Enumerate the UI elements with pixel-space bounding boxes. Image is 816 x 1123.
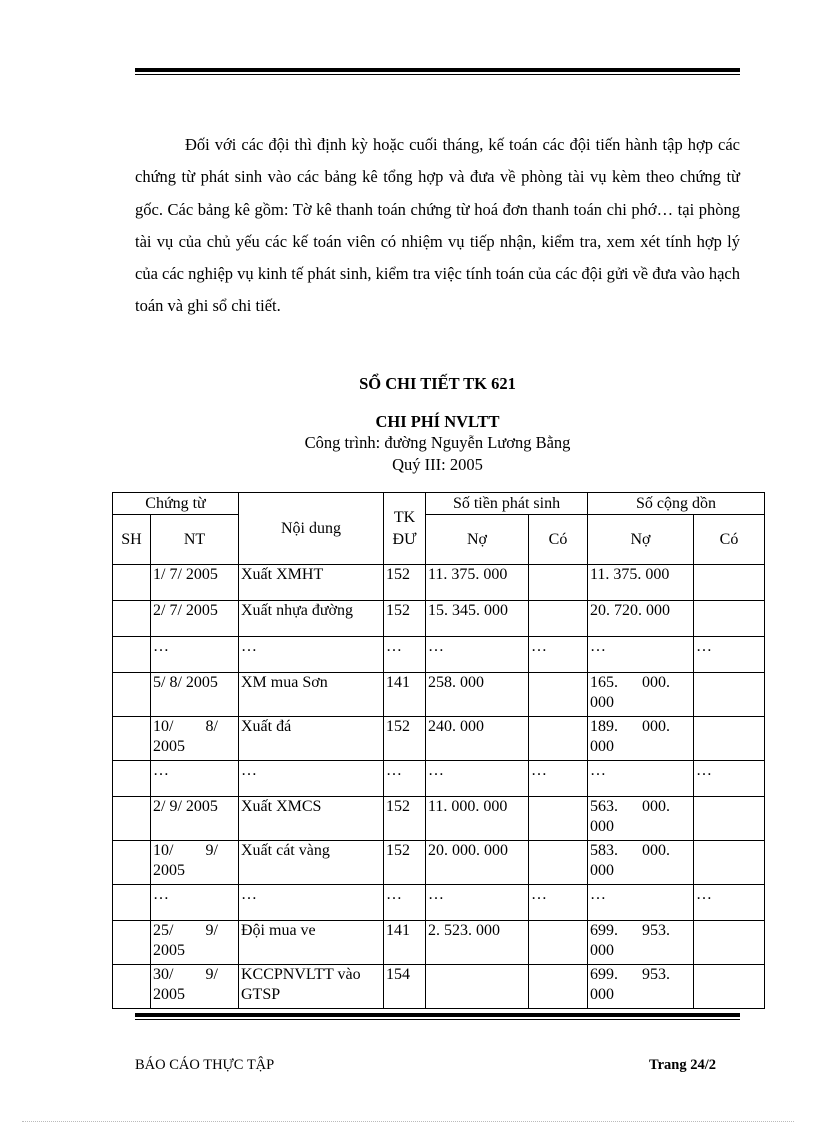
cell-tk: 141	[384, 921, 426, 965]
cell-sh	[113, 965, 151, 1009]
cell-cum-no: …	[588, 761, 694, 797]
cell-cum-no: 11. 375. 000	[588, 565, 694, 601]
table-row	[113, 921, 765, 965]
ledger-project: Công trình: đường Nguyễn Lương Bằng	[304, 433, 571, 452]
cell-co: …	[529, 885, 588, 921]
cell-desc: Xuất đá	[239, 717, 384, 761]
cell-sh	[113, 797, 151, 841]
cell-no: …	[426, 885, 529, 921]
cell-sh	[113, 761, 151, 797]
header-tk-du: TK ĐƯ	[384, 493, 426, 565]
table-row	[113, 601, 765, 637]
cell-tk: 141	[384, 673, 426, 717]
footer-page-number: Trang 24/2	[649, 1057, 716, 1073]
header-no: Nợ	[426, 515, 529, 565]
header-cum-no: Nợ	[588, 515, 694, 565]
header-so-cong-don: Số cộng dồn	[588, 493, 765, 515]
cell-sh	[113, 717, 151, 761]
cell-cum-co	[694, 965, 765, 1009]
cell-sh	[113, 637, 151, 673]
cell-co	[529, 921, 588, 965]
header-chung-tu: Chứng từ	[113, 493, 239, 515]
body-paragraph: Đối với các đội thì định kỳ hoặc cuối tháng, kế toán các đội tiến hành tập hợp các chứng từ phát sinh vào các bảng kê tổng hợp và đưa về phòng tài vụ kèm theo chứng từ gốc. Các bảng kê gồm: Tờ kê thanh toán chứng từ hoá đơn thanh toán chi phớ… tại phòng tài vụ của chủ yếu các kế toán viên có nhiệm vụ tiếp nhận, kiểm tra, xem xét tính hợp lý của các nghiệp vụ kinh tế phát sinh, kiểm tra việc tính toán của các đội gửi về đưa vào hạch toán và ghi sổ chi tiết.	[135, 135, 740, 316]
cell-cum-co	[694, 717, 765, 761]
cell-desc: …	[239, 637, 384, 673]
cell-cum-co: …	[694, 885, 765, 921]
cell-cum-co: …	[694, 761, 765, 797]
cell-desc: Xuất nhựa đường	[239, 601, 384, 637]
cell-co	[529, 717, 588, 761]
cell-tk: …	[384, 637, 426, 673]
cell-desc: …	[239, 885, 384, 921]
table-row	[113, 673, 765, 717]
cell-desc: Đội mua ve	[239, 921, 384, 965]
table-row	[113, 841, 765, 885]
cell-nt: 1/ 7/ 2005	[151, 565, 239, 601]
cell-cum-no: …	[588, 885, 694, 921]
ledger-period: Quý III: 2005	[392, 455, 483, 474]
footer-rule	[135, 1013, 740, 1020]
cell-no: 240. 000	[426, 717, 529, 761]
header-rule	[135, 68, 740, 75]
header-nt: NT	[151, 515, 239, 565]
header-so-tien-phat-sinh: Số tiền phát sinh	[426, 493, 588, 515]
cell-co	[529, 601, 588, 637]
table-row	[113, 717, 765, 761]
cell-no: …	[426, 637, 529, 673]
page-edge-divider	[22, 1121, 794, 1122]
table-row	[113, 637, 765, 673]
cell-nt: 10/ 9/ 2005	[151, 841, 239, 885]
cell-sh	[113, 841, 151, 885]
cell-co	[529, 797, 588, 841]
table-row	[113, 965, 765, 1009]
cell-nt: 30/ 9/ 2005	[151, 965, 239, 1009]
cell-nt: 5/ 8/ 2005	[151, 673, 239, 717]
cell-desc: Xuất XMHT	[239, 565, 384, 601]
cell-tk: 154	[384, 965, 426, 1009]
cell-cum-no: 165. 000. 000	[588, 673, 694, 717]
cell-nt: 2/ 9/ 2005	[151, 797, 239, 841]
cell-cum-co	[694, 797, 765, 841]
cell-tk: 152	[384, 601, 426, 637]
cell-cum-co	[694, 673, 765, 717]
cell-tk: …	[384, 761, 426, 797]
ledger-subtitle: CHI PHÍ NVLTT	[375, 412, 500, 431]
header-cum-co: Có	[694, 515, 765, 565]
cell-co	[529, 673, 588, 717]
header-sh: SH	[113, 515, 151, 565]
cell-tk: …	[384, 885, 426, 921]
cell-desc: Xuất XMCS	[239, 797, 384, 841]
cell-nt: …	[151, 761, 239, 797]
cell-tk: 152	[384, 841, 426, 885]
cell-cum-co	[694, 841, 765, 885]
table-row	[113, 565, 765, 601]
cell-nt: …	[151, 637, 239, 673]
cell-tk: 152	[384, 797, 426, 841]
cell-sh	[113, 565, 151, 601]
cell-cum-no: 20. 720. 000	[588, 601, 694, 637]
table-row	[113, 761, 765, 797]
cell-nt: 10/ 8/ 2005	[151, 717, 239, 761]
cell-desc: KCCPNVLTT vào GTSP	[239, 965, 384, 1009]
cell-cum-co	[694, 565, 765, 601]
cell-co	[529, 565, 588, 601]
cell-cum-no: 563. 000. 000	[588, 797, 694, 841]
cell-co: …	[529, 637, 588, 673]
cell-cum-co	[694, 601, 765, 637]
header-noi-dung: Nội dung	[239, 493, 384, 565]
cell-tk: 152	[384, 565, 426, 601]
cell-cum-co	[694, 921, 765, 965]
table-row	[113, 885, 765, 921]
cell-no: 2. 523. 000	[426, 921, 529, 965]
cell-nt: …	[151, 885, 239, 921]
cell-nt: 2/ 7/ 2005	[151, 601, 239, 637]
cell-co	[529, 965, 588, 1009]
cell-sh	[113, 885, 151, 921]
cell-cum-no: 699. 953. 000	[588, 965, 694, 1009]
cell-no: 11. 375. 000	[426, 565, 529, 601]
cell-cum-no: 189. 000. 000	[588, 717, 694, 761]
cell-sh	[113, 673, 151, 717]
cell-nt: 25/ 9/ 2005	[151, 921, 239, 965]
cell-desc: Xuất cát vàng	[239, 841, 384, 885]
cell-no	[426, 965, 529, 1009]
cell-no: 258. 000	[426, 673, 529, 717]
table-row	[113, 797, 765, 841]
cell-cum-co: …	[694, 637, 765, 673]
cell-no: 20. 000. 000	[426, 841, 529, 885]
cell-no: 11. 000. 000	[426, 797, 529, 841]
cell-cum-no: 583. 000. 000	[588, 841, 694, 885]
cell-cum-no: 699. 953. 000	[588, 921, 694, 965]
cell-desc: XM mua Sơn	[239, 673, 384, 717]
cell-co: …	[529, 761, 588, 797]
cell-sh	[113, 921, 151, 965]
cell-desc: …	[239, 761, 384, 797]
cell-no: 15. 345. 000	[426, 601, 529, 637]
cell-no: …	[426, 761, 529, 797]
ledger-title: SỔ CHI TIẾT TK 621	[359, 374, 516, 393]
ledger-table	[112, 492, 765, 1009]
cell-tk: 152	[384, 717, 426, 761]
cell-cum-no: …	[588, 637, 694, 673]
header-co: Có	[529, 515, 588, 565]
cell-sh	[113, 601, 151, 637]
footer-report-title: BÁO CÁO THỰC TẬP	[135, 1057, 275, 1073]
cell-co	[529, 841, 588, 885]
